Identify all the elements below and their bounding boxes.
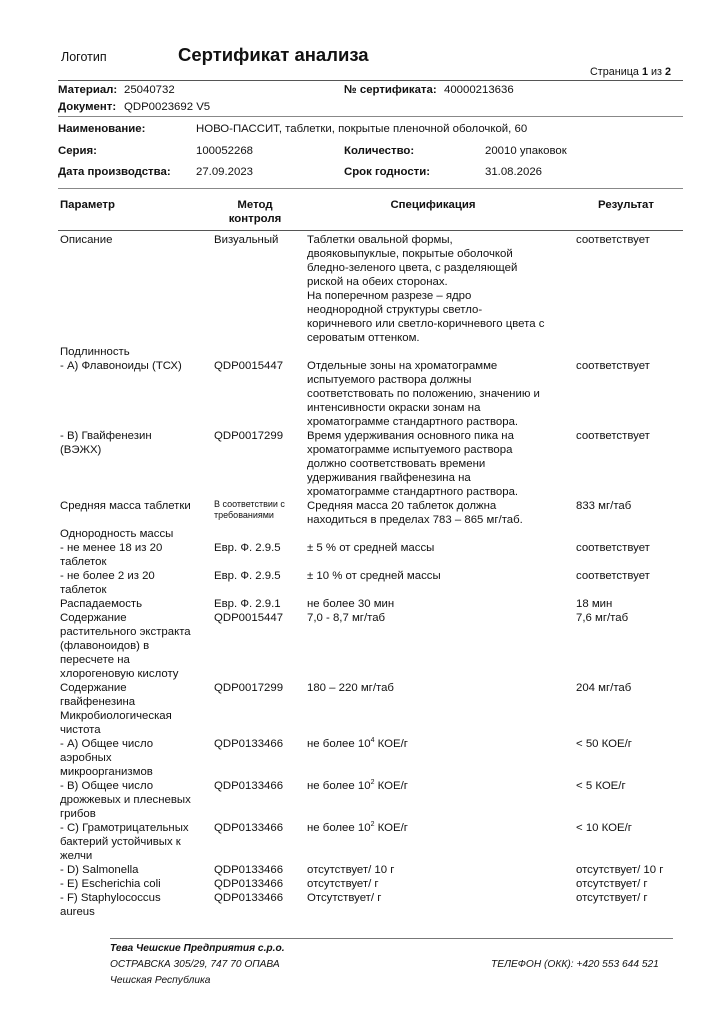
- column-header-result: Результат: [598, 199, 654, 211]
- footer-address: ОСТРАВСКА 305/29, 747 70 ОПАВА: [110, 959, 280, 970]
- table-cell-param: микроорганизмов: [60, 766, 153, 778]
- expiry-label: Срок годности:: [344, 166, 431, 178]
- info-bottom-divider: [58, 188, 683, 189]
- table-cell-param: aureus: [60, 906, 95, 918]
- production-date-label: Дата производства:: [58, 166, 171, 178]
- table-cell-spec: хроматограмме стандартного раствора.: [307, 486, 519, 498]
- table-cell-spec: Отдельные зоны на хроматограмме: [307, 360, 498, 372]
- table-cell-spec: должно соответствовать времени: [307, 458, 486, 470]
- table-cell-param: гвайфенезина: [60, 696, 136, 708]
- document-value: QDP0023692 V5: [124, 101, 211, 113]
- table-cell-spec: 180 – 220 мг/таб: [307, 682, 394, 694]
- table-cell-result: 7,6 мг/таб: [576, 612, 629, 624]
- table-cell-result: < 50 КОЕ/г: [576, 738, 632, 750]
- page-total: 2: [664, 66, 671, 78]
- page-label: Страница: [590, 66, 639, 78]
- footer-country: Чешская Республика: [110, 975, 211, 986]
- table-cell-method: Евр. Ф. 2.9.5: [214, 542, 281, 554]
- series-value: 100052268: [196, 145, 254, 157]
- page-number: 1: [641, 66, 648, 78]
- table-cell-param: - А) Флавоноиды (ТСХ): [60, 360, 182, 372]
- table-cell-result: < 10 КОЕ/г: [576, 822, 632, 834]
- table-cell-spec: находиться в пределах 783 – 865 мг/таб.: [307, 514, 523, 526]
- table-cell-method: QDP0015447: [214, 612, 284, 624]
- table-cell-method: Евр. Ф. 2.9.1: [214, 598, 281, 610]
- spec-limit-text: не более 10: [307, 780, 371, 792]
- table-cell-param: - не менее 18 из 20: [60, 542, 163, 554]
- spec-limit-exponent: 2: [370, 779, 375, 787]
- table-cell-param: - F) Staphylococcus: [60, 892, 161, 904]
- certificate-label: № сертификата:: [344, 84, 437, 96]
- table-cell-param: Содержание: [60, 682, 127, 694]
- table-cell-result: соответствует: [576, 570, 650, 582]
- table-cell-param: аэробных: [60, 752, 112, 764]
- table-cell-result: соответствует: [576, 542, 650, 554]
- table-cell-method: QDP0133466: [214, 738, 284, 750]
- table-cell-param: бактерий устойчивых к: [60, 836, 181, 848]
- table-cell-param: Однородность массы: [60, 528, 174, 540]
- table-cell-param: таблеток: [60, 584, 107, 596]
- table-cell-spec: На поперечном разрезе – ядро: [307, 290, 472, 302]
- table-cell-spec: ± 5 % от средней массы: [307, 542, 435, 554]
- spec-limit-exponent: 4: [370, 737, 375, 745]
- table-cell-spec: [307, 822, 408, 836]
- table-cell-method: Евр. Ф. 2.9.5: [214, 570, 281, 582]
- table-cell-spec: сероватым оттенком.: [307, 332, 420, 344]
- table-cell-param: Микробиологическая: [60, 710, 172, 722]
- table-cell-spec: хроматограмме стандартного раствора.: [307, 416, 519, 428]
- table-cell-result: соответствует: [576, 360, 650, 372]
- table-cell-spec: отсутствует/ г: [307, 878, 379, 890]
- table-cell-param: хлорогеновую кислоту: [60, 668, 179, 680]
- table-cell-method: QDP0017299: [214, 682, 284, 694]
- table-cell-result: соответствует: [576, 234, 650, 246]
- table-cell-result: отсутствует/ г: [576, 892, 648, 904]
- table-cell-method: QDP0133466: [214, 878, 284, 890]
- table-cell-param: Подлинность: [60, 346, 130, 358]
- table-cell-spec: [307, 780, 408, 794]
- table-cell-spec: не более 30 мин: [307, 598, 395, 610]
- table-cell-param: дрожжевых и плесневых: [60, 794, 191, 806]
- expiry-value: 31.08.2026: [485, 166, 543, 178]
- table-cell-result: отсутствует/ 10 г: [576, 864, 664, 876]
- table-cell-spec: [307, 738, 408, 752]
- name-label: Наименование:: [58, 123, 146, 135]
- table-cell-spec: Средняя масса 20 таблеток должна: [307, 500, 497, 512]
- spec-limit-unit: КОЕ/г: [374, 780, 408, 792]
- table-cell-spec: Отсутствует/ г: [307, 892, 382, 904]
- table-cell-param: - В) Общее число: [60, 780, 154, 792]
- column-header-method: [205, 199, 305, 226]
- table-cell-method: QDP0015447: [214, 360, 284, 372]
- table-cell-spec: удерживания гвайфенезина на: [307, 472, 471, 484]
- name-value: НОВО-ПАССИТ, таблетки, покрытые пленочной оболочкой, 60: [196, 123, 528, 135]
- table-cell-param: желчи: [60, 850, 93, 862]
- header-divider: [58, 80, 683, 81]
- certificate-value: 40000213636: [444, 84, 514, 96]
- table-cell-param: (ВЭЖХ): [60, 444, 102, 456]
- table-cell-result: 18 мин: [576, 598, 613, 610]
- table-cell-spec: испытуемого раствора должны: [307, 374, 472, 386]
- table-cell-param: Описание: [60, 234, 113, 246]
- table-cell-param: - E) Escherichia coli: [60, 878, 161, 890]
- page-indicator: [590, 66, 671, 78]
- table-cell-spec: коричневого или светло-коричневого цвета с: [307, 318, 545, 330]
- spec-limit-unit: КОЕ/г: [374, 822, 408, 834]
- table-cell-param: Содержание: [60, 612, 127, 624]
- table-cell-param: таблеток: [60, 556, 107, 568]
- table-cell-param: - В) Гвайфенезин: [60, 430, 152, 442]
- footer-company: Тева Чешские Предприятия с.р.о.: [110, 943, 285, 954]
- logo-placeholder: Логотип: [61, 50, 107, 64]
- table-cell-method: требованиями: [214, 510, 274, 520]
- quantity-label: Количество:: [344, 145, 415, 157]
- footer-phone: ТЕЛЕФОН (ОКК): +420 553 644 521: [491, 959, 659, 970]
- table-cell-param: растительного экстракта: [60, 626, 191, 638]
- table-cell-spec: неоднородной структуры светло-: [307, 304, 483, 316]
- column-header-parameter: Параметр: [60, 199, 115, 211]
- table-cell-method: QDP0133466: [214, 864, 284, 876]
- table-cell-result: отсутствует/ г: [576, 878, 648, 890]
- spec-limit-exponent: 2: [370, 821, 375, 829]
- table-cell-result: < 5 КОЕ/г: [576, 780, 626, 792]
- footer-divider: [110, 938, 673, 939]
- table-cell-param: - D) Salmonella: [60, 864, 139, 876]
- table-cell-param: (флавоноидов) в: [60, 640, 150, 652]
- table-cell-result: 833 мг/таб: [576, 500, 632, 512]
- column-header-method-line1: Метод: [237, 199, 273, 211]
- spec-limit-text: не более 10: [307, 822, 371, 834]
- page-title: Сертификат анализа: [178, 44, 369, 65]
- spec-limit-unit: КОЕ/г: [374, 738, 408, 750]
- spec-limit-text: не более 10: [307, 738, 371, 750]
- table-cell-param: пересчете на: [60, 654, 130, 666]
- column-header-method-line2: контроля: [228, 212, 282, 225]
- material-label: Материал:: [58, 84, 118, 96]
- series-label: Серия:: [58, 145, 97, 157]
- table-cell-param: - С) Грамотрицательных: [60, 822, 189, 834]
- table-cell-spec: двояковыпуклые, покрытые оболочкой: [307, 248, 513, 260]
- info-divider: [58, 116, 683, 117]
- table-cell-spec: хроматограмме испытуемого раствора: [307, 444, 513, 456]
- table-cell-param: Распадаемость: [60, 598, 143, 610]
- page-of: из: [650, 66, 662, 78]
- table-cell-method: QDP0133466: [214, 892, 284, 904]
- table-cell-spec: риской на обеих сторонах.: [307, 276, 448, 288]
- table-cell-result: 204 мг/таб: [576, 682, 632, 694]
- column-header-specification: Спецификация: [390, 199, 476, 211]
- table-cell-spec: бледно-зеленого цвета, с разделяющей: [307, 262, 518, 274]
- table-cell-param: Средняя масса таблетки: [60, 500, 191, 512]
- table-cell-param: чистота: [60, 724, 101, 736]
- document-label: Документ:: [58, 101, 117, 113]
- production-date-value: 27.09.2023: [196, 166, 254, 178]
- table-cell-spec: Таблетки овальной формы,: [307, 234, 453, 246]
- table-cell-method: В соответствии с: [214, 499, 285, 509]
- table-cell-method: QDP0133466: [214, 822, 284, 834]
- table-cell-param: грибов: [60, 808, 96, 820]
- table-cell-spec: ± 10 % от средней массы: [307, 570, 441, 582]
- table-cell-spec: отсутствует/ 10 г: [307, 864, 395, 876]
- table-cell-param: - А) Общее число: [60, 738, 154, 750]
- table-cell-result: соответствует: [576, 430, 650, 442]
- material-value: 25040732: [124, 84, 175, 96]
- table-cell-method: Визуальный: [214, 234, 279, 246]
- table-cell-method: QDP0133466: [214, 780, 284, 792]
- table-cell-method: QDP0017299: [214, 430, 284, 442]
- table-header-divider: [58, 230, 683, 231]
- table-cell-spec: 7,0 - 8,7 мг/таб: [307, 612, 386, 624]
- table-cell-param: - не более 2 из 20: [60, 570, 155, 582]
- table-cell-spec: Время удерживания основного пика на: [307, 430, 514, 442]
- quantity-value: 20010 упаковок: [485, 145, 567, 157]
- table-cell-spec: интенсивности окраски зонам на: [307, 402, 481, 414]
- table-cell-spec: соответствовать по положению, значению и: [307, 388, 540, 400]
